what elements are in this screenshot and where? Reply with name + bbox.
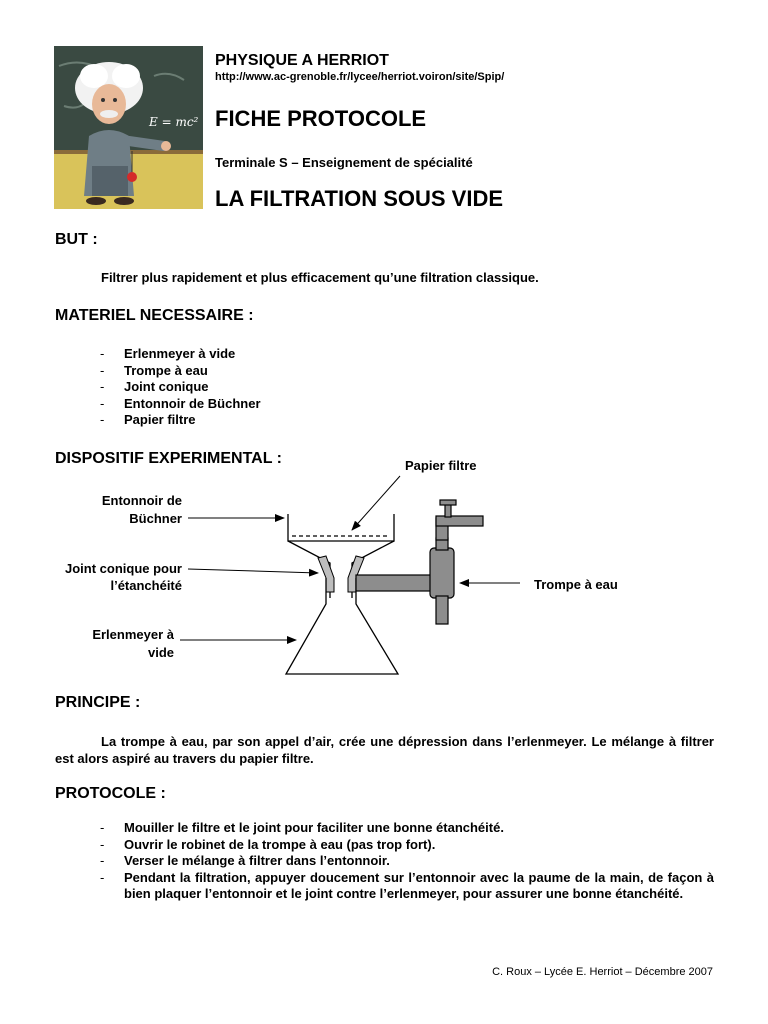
label-papier-filtre: Papier filtre <box>405 458 477 473</box>
water-pump <box>356 500 483 624</box>
footer-credit: C. Roux – Lycée E. Herriot – Décembre 2007 <box>492 966 713 978</box>
list-item: - Papier filtre <box>100 412 196 428</box>
dispositif-heading: DISPOSITIF EXPERIMENTAL : <box>55 450 282 467</box>
label-joint-2: l’étanchéité <box>110 578 182 593</box>
label-joint-1: Joint conique pour <box>65 561 182 576</box>
erlenmeyer-flask <box>286 578 398 674</box>
but-text: Filtrer plus rapidement et plus efficacement qu’une filtration classique. <box>101 270 539 285</box>
course-level: Terminale S – Enseignement de spécialité <box>215 155 473 170</box>
list-item: - Entonnoir de Büchner <box>100 395 261 411</box>
doc-type-heading: FICHE PROTOCOLE <box>215 106 427 131</box>
list-item: - Ouvrir le robinet de la trompe à eau (pas trop fort). <box>100 836 436 852</box>
list-item: - Erlenmeyer à vide <box>100 346 236 361</box>
portrait-formula: E = mc² <box>149 115 199 129</box>
list-item: - Joint conique <box>100 379 209 395</box>
list-item: - Mouiller le filtre et le joint pour faciliter une bonne étanchéité. <box>100 820 504 835</box>
label-erlen-1: Erlenmeyer à <box>92 627 174 642</box>
list-item: - Pendant la filtration, appuyer doucement sur l’entonnoir avec la paume de la main, de façon à bien plaquer l’entonnoir et le joint contre l’erlenmeyer, pour assurer une bonne étanchéité. <box>100 869 714 902</box>
protocole-heading: PROTOCOLE : <box>55 785 166 802</box>
site-url[interactable]: http://www.ac-grenoble.fr/lycee/herriot.voiron/site/Spip/ <box>215 71 505 83</box>
arrow-joint <box>188 569 318 573</box>
label-trompe: Trompe à eau <box>534 577 618 592</box>
principe-heading: PRINCIPE : <box>55 694 141 711</box>
label-erlen-2: vide <box>147 645 174 660</box>
label-entonnoir-2: Büchner <box>129 511 182 526</box>
list-item: - Trompe à eau <box>100 362 208 378</box>
page-title: LA FILTRATION SOUS VIDE <box>215 186 504 211</box>
list-item: - Verser le mélange à filtrer dans l’entonnoir. <box>100 853 390 869</box>
arrow-papier-filtre <box>352 476 400 530</box>
materiel-heading: MATERIEL NECESSAIRE : <box>55 307 254 324</box>
but-heading: BUT : <box>55 231 98 248</box>
principe-text: La trompe à eau, par son appel d’air, crée une dépression dans l’erlenmeyer. Le mélange à filtrer est alors aspiré au travers du papier filtre. <box>55 734 714 766</box>
label-entonnoir-1: Entonnoir de <box>101 493 182 508</box>
protocole-list <box>100 820 714 903</box>
site-title: PHYSIQUE A HERRIOT <box>215 52 389 69</box>
